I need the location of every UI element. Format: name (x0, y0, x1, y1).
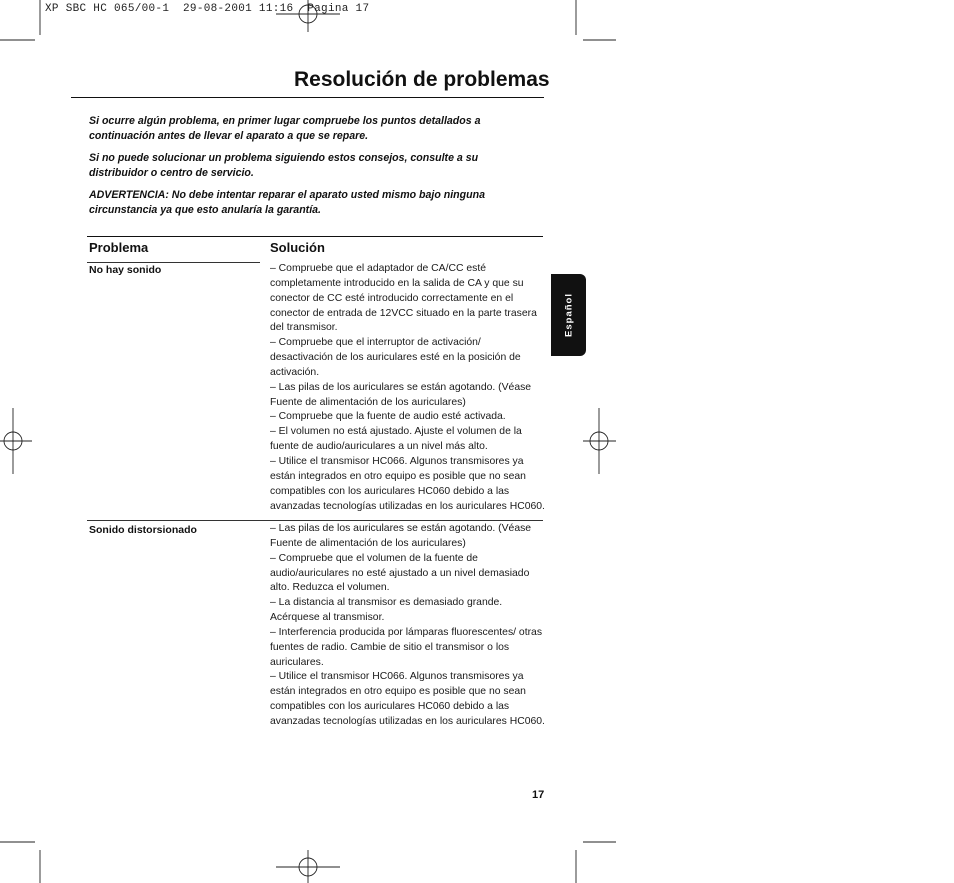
solution-item: – El volumen no está ajustado. Ajuste el volumen de la fuente de audio/auriculares a un nivel más alto. (270, 426, 522, 453)
page-number: 17 (532, 789, 545, 801)
solution-item: – Las pilas de los auriculares se están agotando. (Véase Fuente de alimentación de los auriculares) (270, 523, 532, 549)
column-header-solution: Solución (270, 240, 325, 255)
language-tab-label: Español (563, 293, 574, 337)
solution-list (270, 262, 546, 514)
solution-item: – Compruebe que el interruptor de activación/ desactivación de los auriculares esté en la posición de activación. (270, 337, 521, 378)
registration-mark-icon (276, 850, 340, 883)
registration-mark-icon (583, 408, 616, 474)
problem-label: No hay sonido (89, 264, 162, 276)
language-tab (551, 274, 586, 356)
registration-mark-icon (0, 408, 32, 474)
problem-label: Sonido distorsionado (89, 524, 197, 536)
warning-paragraph: ADVERTENCIA: No debe intentar reparar el aparato usted mismo bajo ninguna circunstancia ya que esto anularía la garantía. (89, 189, 485, 216)
solution-item: – Las pilas de los auriculares se están agotando. (Véase Fuente de alimentación de los auriculares) (270, 381, 532, 408)
page-title: Resolución de problemas (294, 68, 550, 91)
row-rule (87, 520, 543, 521)
table-top-rule (87, 236, 543, 237)
row-rule (87, 262, 260, 263)
intro-paragraph: Si no puede solucionar un problema siguiendo estos consejos, consulte a su distribuidor o centro de servicio. (89, 152, 479, 179)
solution-item: – Compruebe que el volumen de la fuente de audio/auriculares no esté ajustado a un nivel demasiado alto. Reduzca el volumen. (270, 552, 530, 594)
column-header-problem: Problema (89, 240, 149, 255)
solution-item: – Compruebe que la fuente de audio esté activada. (270, 411, 506, 423)
print-header-line: XP SBC HC 065/00-1 29-08-2001 11:16 Pagina 17 (45, 3, 370, 15)
intro-paragraph: Si ocurre algún problema, en primer lugar compruebe los puntos detallados a continuación antes de llevar el aparato a que se repare. (89, 115, 481, 142)
title-divider (71, 97, 544, 98)
solution-item: – Utilice el transmisor HC066. Algunos transmisores ya están integrados en otro equipo es posible que no sean compatibles con los auriculares HC060 debido a las avanzadas tecnologías utilizadas en los auriculares HC060. (270, 455, 545, 512)
solution-item: – La distancia al transmisor es demasiado grande. Acérquese al transmisor. (270, 597, 503, 624)
solution-list (270, 522, 546, 730)
solution-item: – Interferencia producida por lámparas fluorescentes/ otras fuentes de radio. Cambie de sitio el transmisor o los auriculares. (270, 626, 543, 668)
solution-item: – Compruebe que el adaptador de CA/CC esté completamente introducido en la salida de CA y que su conector de CC esté introducido correctamente en el conector de entrada de 12VCC situado en la parte trasera del transmisor. (270, 263, 537, 334)
solution-item: – Utilice el transmisor HC066. Algunos transmisores ya están integrados en otro equipo es posible que no sean compatibles con los auriculares HC060 debido a las avanzadas tecnologías utilizadas en los auriculares HC060. (270, 671, 545, 727)
